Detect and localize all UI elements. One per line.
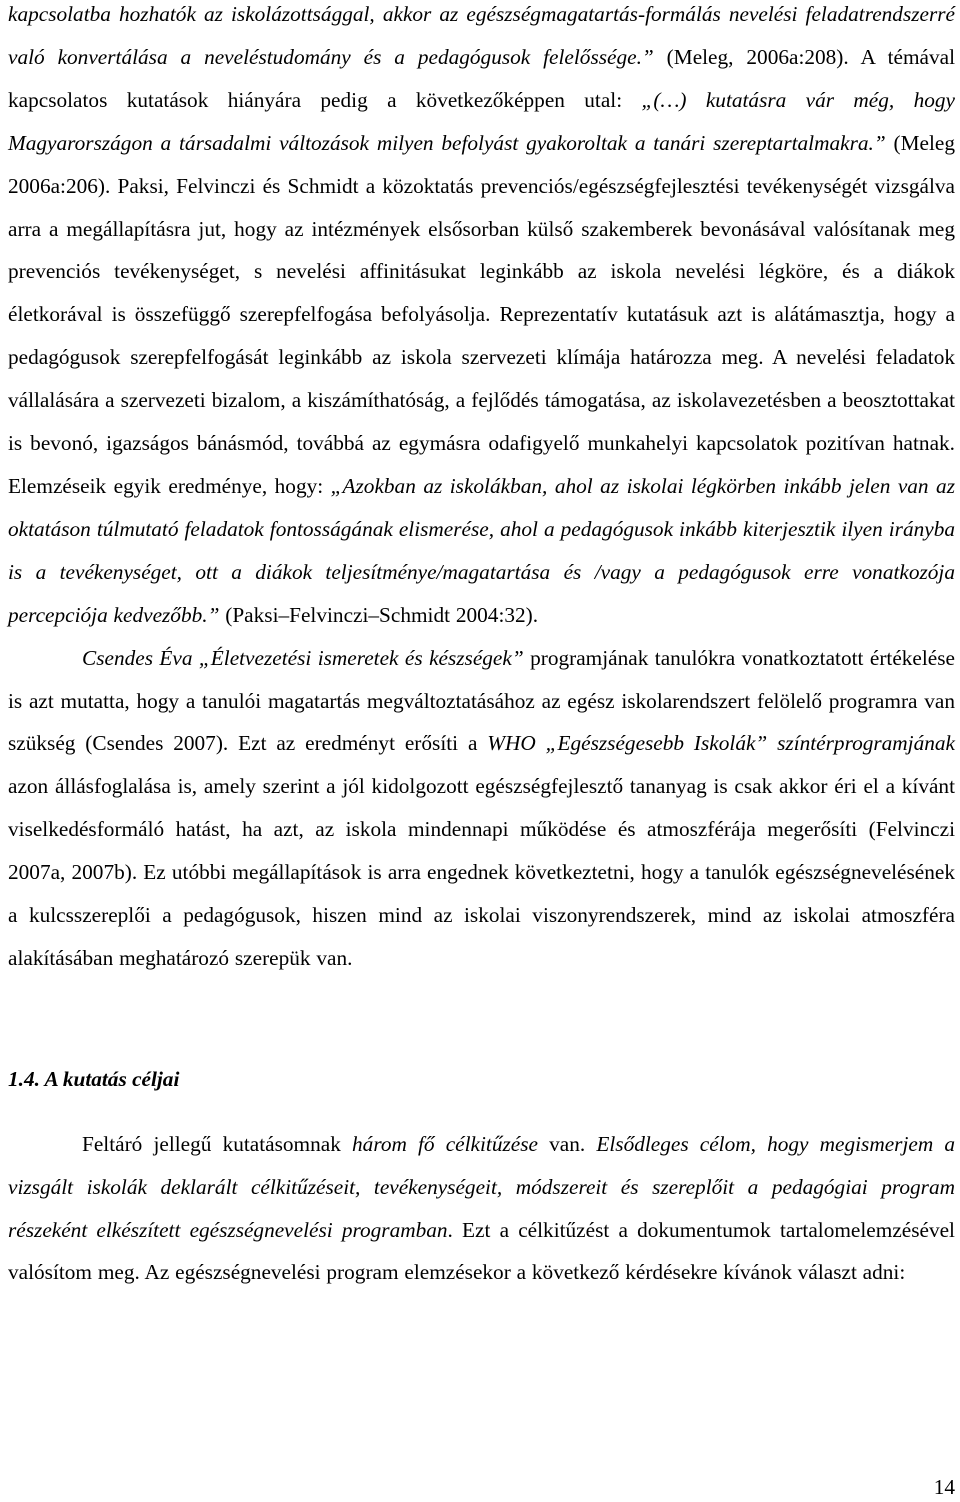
italic-three-goals: három fő célkitűzése xyxy=(352,1131,538,1156)
paragraph-csendes-who xyxy=(8,637,955,980)
text-paksi-findings: (Meleg 2006a:206). Paksi, Felvinczi és Schmidt a közoktatás prevenciós/egészségfejlesztési tevékenységét vizsgálva arra a megállapításra jut, hogy az intézmények elsősorban külső szakemberek bevonásával valósítanak meg prevenciós tevékenységet, s nevelési affinitásukat leginkább az iskola nevelési légköre, és a diákok életkorával is összefüggő szerepfelfogása befolyásolja. Reprezentatív kutatásuk azt is alátámasztja, hogy a pedagógusok szerepfelfogását leginkább az iskola szervezeti klímája határozza meg. A nevelési feladatok vállalására a szervezeti bizalom, a kiszámíthatóság, a fejlődés támogatása, az iskolavezetésben a beosztottakat is bevonó, igazságos bánásmód, továbbá az egymásra odafigyelő munkahelyi kapcsolatok pozitívan hatnak. Elemzéseik egyik eredménye, hogy: xyxy=(8,130,955,498)
paragraph-research-goals xyxy=(8,1123,955,1295)
page-number: 14 xyxy=(933,1475,955,1499)
text-research-intro: Feltáró jellegű kutatásomnak xyxy=(82,1131,353,1156)
italic-who-program: WHO „Egészségesebb Iskolák” színtérprogramjának xyxy=(487,731,955,756)
text-csendes-evaluation: programjának tanulókra vonatkoztatott értékelése is azt mutatta, hogy a tanulói magatartás megváltoztatásához az egész iskolarendszert felölelő programra van szükség (Csendes 2007). Ezt az eredményt erősíti a xyxy=(8,645,955,756)
quote-paksi-atmosphere: „Azokban az iskolákban, ahol az iskolai légkörben inkább jelen van az oktatáson túlmutató feladatok fontosságának elismerése, ahol a pedagógusok inkább kiterjesztik ilyen irányba is a tevékenységet, ott a diákok teljesítménye/magatartása és /vagy a pedagógusok erre vonatkozója percepciója kedvezőbb.” xyxy=(8,473,955,627)
italic-primary-goal: Elsődleges célom, hogy megismerjem a vizsgált iskolák deklarált célkitűzéseit, tevékenységeit, módszereit és szereplőit a pedagógiai program részeként elkészített egészségnevelési programban xyxy=(8,1131,956,1242)
quote-meleg-responsibility: kapcsolatba hozhatók az iskolázottsággal, akkor az egészségmagatartás-formálás nevelési feladatrendszerré való konvertálása a neveléstudomány és a pedagógusok felelőssége.” xyxy=(8,2,955,69)
section-heading: 1.4. A kutatás céljai xyxy=(8,1066,180,1091)
citation-meleg-208: (Meleg, 2006a:208). A témával kapcsolatos kutatások hiányára pedig a következőképpen utal: xyxy=(8,44,955,112)
italic-csendes-program: Csendes Éva „Életvezetési ismeretek és készségek” xyxy=(82,645,524,670)
citation-paksi-2004: (Paksi–Felvinczi–Schmidt 2004:32). xyxy=(219,602,539,627)
document-page xyxy=(8,0,955,1294)
paragraph-meleg-review xyxy=(8,0,955,637)
text-content-analysis: . Ezt a célkitűzést a dokumentumok tartalomelemzésével valósítom meg. Az egészségnevelési program elemzésekor a következő kérdésekre kívánok választ adni: xyxy=(8,1217,955,1285)
quote-meleg-research-gap: „(…) kutatásra vár még, hogy Magyarországon a társadalmi változások milyen befolyást gyakoroltak a tanári szereptartalmakra.” xyxy=(8,87,956,155)
text-who-statement: azon állásfoglalása is, amely szerint a jól kidolgozott egészségfejlesztő tananyag is csak akkor éri el a kívánt viselkedésformáló hatást, ha azt, az iskola mindennapi működése és atmoszférája megerősíti (Felvinczi 2007a, 2007b). Ez utóbbi megállapítások is arra engednek következtetni, hogy a tanulók egészségnevelésének a kulcsszereplői a pedagógusok, hiszen mind az iskolai viszonyrendszerek, mind az iskolai atmoszféra alakításában meghatározó szerepük van. xyxy=(8,774,955,970)
text-van: van. xyxy=(537,1131,597,1156)
